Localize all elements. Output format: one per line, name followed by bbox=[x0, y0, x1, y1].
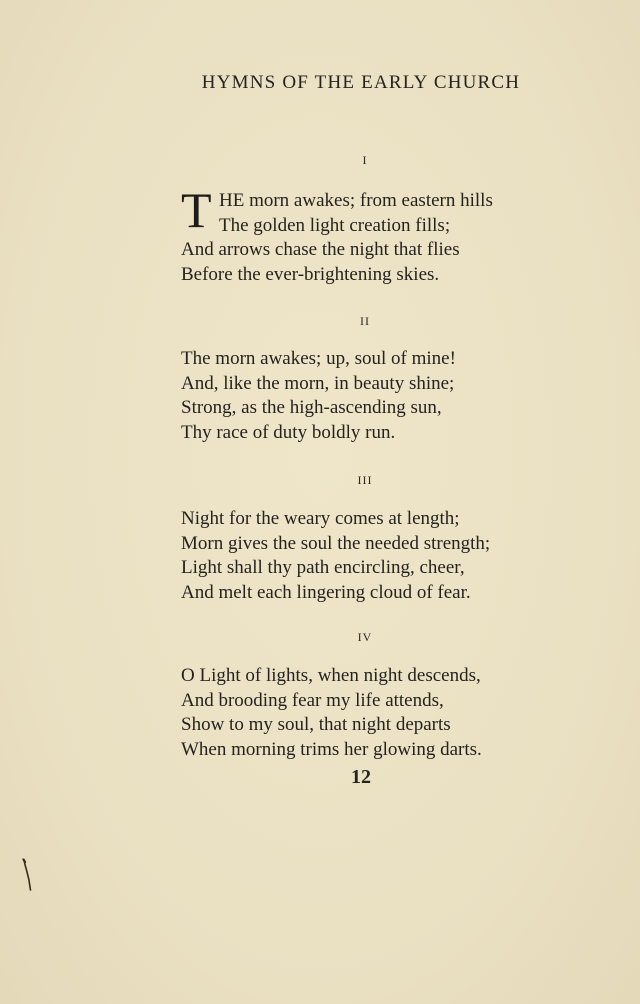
stanza bbox=[181, 182, 621, 287]
stanza-number: IV bbox=[357, 630, 373, 644]
verse-line: And melt each lingering cloud of fear. bbox=[181, 581, 471, 603]
drop-cap: T bbox=[181, 182, 212, 238]
page-number: 12 bbox=[351, 766, 371, 788]
verse-line: Morn gives the soul the needed strength; bbox=[181, 532, 491, 554]
stanza bbox=[181, 664, 621, 762]
verse-line: Light shall thy path encircling, cheer, bbox=[181, 557, 465, 578]
verse-line: And arrows chase the night that flies bbox=[181, 239, 460, 260]
verse-line: Before the ever-brightening skies. bbox=[181, 263, 440, 285]
verse-line: Night for the weary comes at length; bbox=[181, 508, 460, 529]
stanza-number: III bbox=[357, 473, 373, 487]
stanza-number: I bbox=[362, 153, 368, 167]
verse-line: Show to my soul, that night departs bbox=[181, 714, 451, 735]
stanza bbox=[181, 507, 621, 605]
verse-line: Strong, as the high-ascending sun, bbox=[181, 397, 442, 418]
verse-line: When morning trims her glowing darts. bbox=[181, 738, 482, 760]
verse-line: Thy race of duty boldly run. bbox=[181, 421, 396, 443]
verse-line: HE morn awakes; from eastern hills bbox=[219, 190, 493, 211]
verse-line: And brooding fear my life attends, bbox=[181, 689, 444, 711]
stanza bbox=[181, 347, 621, 445]
verse-line: The golden light creation fills; bbox=[219, 214, 451, 236]
ink-mark-icon bbox=[22, 858, 32, 892]
running-head: HYMNS OF THE EARLY CHURCH bbox=[201, 72, 521, 93]
stanza-number: II bbox=[360, 314, 370, 328]
verse-line: The morn awakes; up, soul of mine! bbox=[181, 348, 456, 369]
verse-line: O Light of lights, when night descends, bbox=[181, 665, 481, 686]
verse-line: And, like the morn, in beauty shine; bbox=[181, 372, 455, 394]
